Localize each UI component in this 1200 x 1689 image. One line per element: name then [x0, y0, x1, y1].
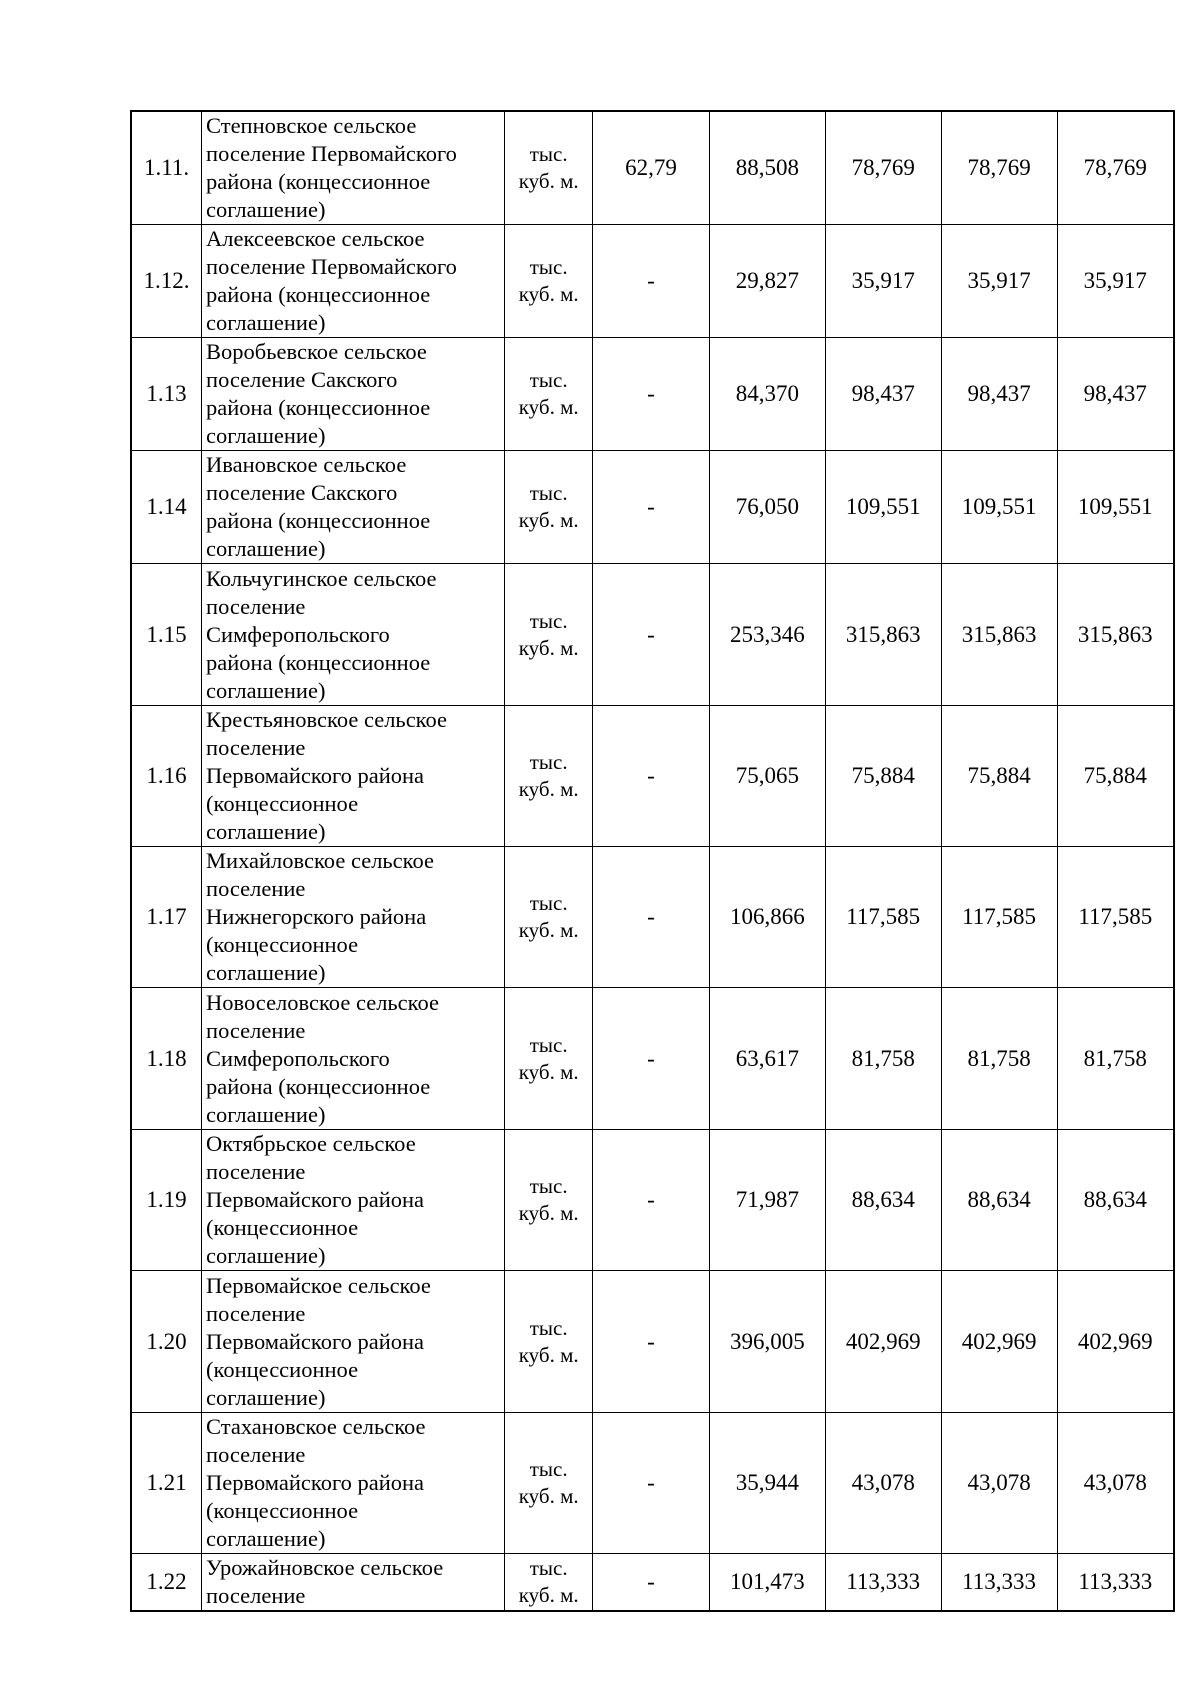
value-cell-v5: 402,969 — [1057, 1271, 1174, 1413]
settlement-name-line: поселение Первомайского — [206, 254, 457, 279]
settlement-name-line: соглашение) — [206, 197, 326, 222]
unit-line: куб. м. — [518, 1201, 579, 1225]
value-cell-v1: - — [593, 706, 710, 847]
settlement-name-line: соглашение) — [206, 1243, 326, 1268]
value-cell-v2: 75,065 — [709, 706, 825, 847]
settlement-name-line: соглашение) — [206, 423, 326, 448]
unit-cell — [505, 706, 593, 847]
value-cell-v2: 88,508 — [709, 111, 825, 225]
table-row — [131, 1413, 1174, 1554]
settlement-name-line: Урожайновское сельское — [206, 1555, 444, 1580]
unit-cell — [505, 564, 593, 706]
settlement-name-line: соглашение) — [206, 1384, 326, 1410]
unit-line: куб. м. — [518, 1484, 579, 1508]
settlement-name-line: Первомайского района — [206, 1187, 425, 1212]
unit-line: куб. м. — [518, 918, 579, 942]
settlement-name-cell — [202, 706, 505, 847]
value-cell-v5: 109,551 — [1057, 451, 1174, 564]
settlement-name-line: района (концессионное — [206, 649, 431, 675]
unit-cell — [505, 988, 593, 1130]
settlement-name-line: поселение — [206, 1583, 306, 1608]
row-number-cell: 1.18 — [131, 988, 202, 1130]
unit-line: тыс. — [529, 1174, 568, 1198]
value-cell-v4: 81,758 — [941, 988, 1057, 1130]
unit-line: тыс. — [529, 608, 568, 633]
settlement-name-line: Симферопольского — [206, 1045, 390, 1071]
row-number-cell: 1.17 — [131, 847, 202, 988]
unit-line: тыс. — [529, 368, 568, 392]
unit-line: куб. м. — [518, 395, 579, 419]
settlement-name-line: Михайловское сельское — [206, 848, 434, 873]
value-cell-v1: - — [593, 1413, 710, 1554]
value-cell-v4: 402,969 — [941, 1271, 1057, 1413]
unit-cell — [505, 1413, 593, 1554]
settlement-name-cell — [202, 1130, 505, 1271]
value-cell-v3: 78,769 — [825, 111, 941, 225]
unit-cell — [505, 225, 593, 338]
value-cell-v1: 62,79 — [593, 111, 710, 225]
value-cell-v4: 78,769 — [941, 111, 1057, 225]
value-cell-v1: - — [593, 225, 710, 338]
settlement-name-line: (концессионное — [206, 1215, 359, 1240]
value-cell-v4: 88,634 — [941, 1130, 1057, 1271]
settlement-name-line: поселение Сакского — [206, 367, 398, 392]
value-cell-v2: 253,346 — [709, 564, 825, 706]
value-cell-v3: 402,969 — [825, 1271, 941, 1413]
row-number-cell: 1.20 — [131, 1271, 202, 1413]
settlement-name-line: поселение — [206, 1300, 306, 1326]
unit-line: тыс. — [529, 750, 568, 774]
value-cell-v4: 109,551 — [941, 451, 1057, 564]
unit-cell — [505, 1130, 593, 1271]
value-cell-v2: 396,005 — [709, 1271, 825, 1413]
settlement-name-line: соглашение) — [206, 677, 326, 703]
settlement-name-line: района (концессионное — [206, 1073, 431, 1099]
unit-line: куб. м. — [518, 1583, 579, 1607]
value-cell-v2: 35,944 — [709, 1413, 825, 1554]
settlement-name-line: Воробьевское сельское — [206, 339, 427, 364]
unit-line: куб. м. — [518, 282, 579, 306]
unit-line: куб. м. — [518, 1342, 579, 1367]
settlement-name-line: соглашение) — [206, 310, 326, 335]
value-cell-v5: 88,634 — [1057, 1130, 1174, 1271]
value-cell-v4: 315,863 — [941, 564, 1057, 706]
value-cell-v1: - — [593, 847, 710, 988]
unit-line: тыс. — [529, 891, 568, 915]
unit-cell — [505, 111, 593, 225]
unit-line: куб. м. — [518, 169, 579, 193]
value-cell-v5: 75,884 — [1057, 706, 1174, 847]
value-cell-v1: - — [593, 338, 710, 451]
unit-line: тыс. — [529, 255, 568, 279]
settlement-name-line: (концессионное — [206, 1356, 359, 1382]
unit-line: куб. м. — [518, 1059, 579, 1084]
value-cell-v1: - — [593, 564, 710, 706]
settlement-name-line: поселение Первомайского — [206, 141, 457, 166]
settlement-name-cell — [202, 1554, 505, 1612]
settlement-name-line: Первомайского района — [206, 1328, 425, 1354]
unit-line: тыс. — [529, 142, 568, 166]
unit-cell — [505, 451, 593, 564]
settlement-name-line: Нижнегорского района — [206, 904, 427, 929]
row-number-cell: 1.21 — [131, 1413, 202, 1554]
settlement-name-line: соглашение) — [206, 1101, 326, 1127]
value-cell-v5: 43,078 — [1057, 1413, 1174, 1554]
table-row — [131, 1130, 1174, 1271]
settlement-name-cell — [202, 847, 505, 988]
unit-cell — [505, 847, 593, 988]
row-number-cell: 1.12. — [131, 225, 202, 338]
value-cell-v4: 43,078 — [941, 1413, 1057, 1554]
value-cell-v4: 113,333 — [941, 1554, 1057, 1612]
value-cell-v2: 29,827 — [709, 225, 825, 338]
table-row — [131, 988, 1174, 1130]
value-cell-v1: - — [593, 1130, 710, 1271]
settlement-name-cell — [202, 564, 505, 706]
settlement-name-line: поселение — [206, 1017, 306, 1043]
value-cell-v2: 106,866 — [709, 847, 825, 988]
settlement-name-line: соглашение) — [206, 819, 326, 844]
unit-line: тыс. — [529, 1556, 568, 1580]
value-cell-v5: 117,585 — [1057, 847, 1174, 988]
settlement-name-cell — [202, 1271, 505, 1413]
settlement-name-line: района (концессионное — [206, 508, 431, 533]
value-cell-v3: 113,333 — [825, 1554, 941, 1612]
value-cell-v2: 84,370 — [709, 338, 825, 451]
value-cell-v1: - — [593, 988, 710, 1130]
settlement-name-line: Степновское сельское — [206, 113, 417, 138]
unit-cell — [505, 1271, 593, 1413]
value-cell-v4: 117,585 — [941, 847, 1057, 988]
settlement-name-line: района (концессионное — [206, 395, 431, 420]
value-cell-v4: 35,917 — [941, 225, 1057, 338]
settlement-name-line: (концессионное — [206, 932, 359, 957]
unit-line: тыс. — [529, 1032, 568, 1057]
value-cell-v1: - — [593, 1271, 710, 1413]
settlement-name-line: Алексеевское сельское — [206, 226, 425, 251]
settlement-name-cell — [202, 1413, 505, 1554]
table-row — [131, 1554, 1174, 1612]
settlement-name-line: района (концессионное — [206, 169, 431, 194]
settlement-name-line: соглашение) — [206, 960, 326, 985]
row-number-cell: 1.16 — [131, 706, 202, 847]
unit-line: куб. м. — [518, 635, 579, 660]
value-cell-v5: 35,917 — [1057, 225, 1174, 338]
value-cell-v3: 117,585 — [825, 847, 941, 988]
settlement-name-line: Ивановское сельское — [206, 452, 407, 477]
unit-line: куб. м. — [518, 777, 579, 801]
settlement-name-line: района (концессионное — [206, 282, 431, 307]
settlement-name-cell — [202, 111, 505, 225]
value-cell-v5: 113,333 — [1057, 1554, 1174, 1612]
settlement-name-cell — [202, 451, 505, 564]
value-cell-v5: 98,437 — [1057, 338, 1174, 451]
settlement-name-line: Кольчугинское сельское — [206, 565, 437, 591]
value-cell-v2: 76,050 — [709, 451, 825, 564]
value-cell-v3: 35,917 — [825, 225, 941, 338]
settlement-name-line: соглашение) — [206, 1526, 326, 1551]
value-cell-v4: 98,437 — [941, 338, 1057, 451]
settlement-name-line: поселение — [206, 593, 306, 619]
table-row — [131, 564, 1174, 706]
settlement-name-line: (концессионное — [206, 1498, 359, 1523]
settlement-name-line: Новоселовское сельское — [206, 989, 439, 1015]
unit-cell — [505, 338, 593, 451]
value-cell-v5: 78,769 — [1057, 111, 1174, 225]
settlement-name-line: Симферопольского — [206, 621, 390, 647]
value-cell-v1: - — [593, 451, 710, 564]
unit-line: куб. м. — [518, 508, 579, 532]
value-cell-v3: 75,884 — [825, 706, 941, 847]
table-row — [131, 1271, 1174, 1413]
settlement-name-line: Первомайское сельское — [206, 1272, 431, 1298]
row-number-cell: 1.19 — [131, 1130, 202, 1271]
row-number-cell: 1.15 — [131, 564, 202, 706]
value-cell-v5: 81,758 — [1057, 988, 1174, 1130]
value-cell-v2: 101,473 — [709, 1554, 825, 1612]
settlement-name-cell — [202, 225, 505, 338]
settlement-name-line: Первомайского района — [206, 763, 425, 788]
value-cell-v4: 75,884 — [941, 706, 1057, 847]
value-cell-v3: 81,758 — [825, 988, 941, 1130]
settlement-name-line: соглашение) — [206, 536, 326, 561]
table-row — [131, 847, 1174, 988]
settlement-name-line: (концессионное — [206, 791, 359, 816]
settlement-name-line: поселение — [206, 876, 306, 901]
row-number-cell: 1.13 — [131, 338, 202, 451]
value-cell-v3: 98,437 — [825, 338, 941, 451]
value-cell-v1: - — [593, 1554, 710, 1612]
settlement-name-line: Крестьяновское сельское — [206, 707, 447, 732]
unit-line: тыс. — [529, 1457, 568, 1481]
settlement-name-line: Первомайского района — [206, 1470, 425, 1495]
table-row — [131, 111, 1174, 225]
unit-line: тыс. — [529, 1315, 568, 1340]
table-row — [131, 706, 1174, 847]
settlement-name-line: Октябрьское сельское — [206, 1131, 416, 1156]
value-cell-v3: 315,863 — [825, 564, 941, 706]
settlement-name-line: поселение Сакского — [206, 480, 398, 505]
value-cell-v5: 315,863 — [1057, 564, 1174, 706]
settlement-name-line: Стахановское сельское — [206, 1414, 426, 1439]
settlement-name-line: поселение — [206, 1442, 306, 1467]
unit-line: тыс. — [529, 481, 568, 505]
settlement-name-line: поселение — [206, 735, 306, 760]
value-cell-v2: 71,987 — [709, 1130, 825, 1271]
settlement-name-cell — [202, 988, 505, 1130]
unit-cell — [505, 1554, 593, 1612]
row-number-cell: 1.14 — [131, 451, 202, 564]
table-row — [131, 338, 1174, 451]
table-body — [131, 111, 1174, 1611]
row-number-cell: 1.11. — [131, 111, 202, 225]
table-row — [131, 451, 1174, 564]
table-row — [131, 225, 1174, 338]
settlement-name-cell — [202, 338, 505, 451]
value-cell-v3: 43,078 — [825, 1413, 941, 1554]
settlement-name-line: поселение — [206, 1159, 306, 1184]
row-number-cell: 1.22 — [131, 1554, 202, 1612]
value-cell-v3: 88,634 — [825, 1130, 941, 1271]
value-cell-v3: 109,551 — [825, 451, 941, 564]
value-cell-v2: 63,617 — [709, 988, 825, 1130]
data-table — [130, 110, 1175, 1612]
